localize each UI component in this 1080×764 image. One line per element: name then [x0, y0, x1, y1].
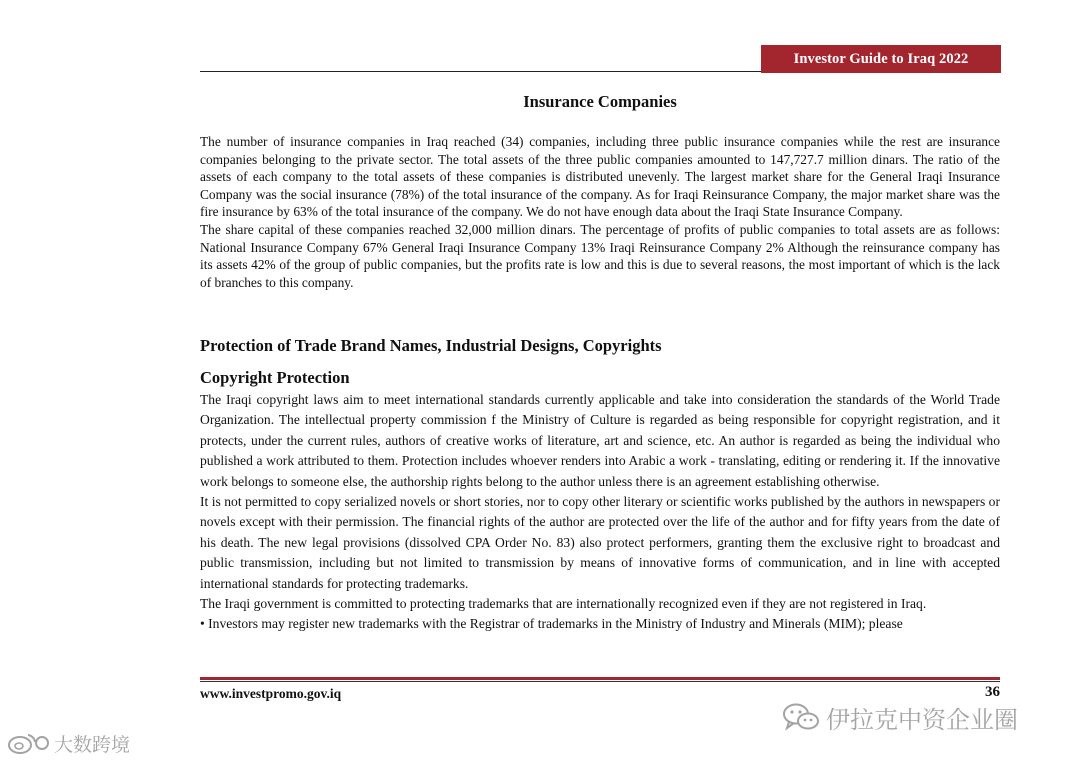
footer-rule-accent: [200, 677, 1000, 680]
copyright-paragraph-2: It is not permitted to copy serialized novels or short stories, nor to copy other literary or scientific works published by the authors in newspapers or novels except with their permission. The financial rights of the author are protected over the life of the author and for fifty years from the date of his death. The new legal provisions (dissolved CPA Order No. 83) also protect performers, granting them the exclusive right to broadcast and public transmission, including but not limited to transmission by means of innovative forms of communication, and in line with accepted international standards for protecting trademarks.: [200, 494, 1000, 591]
watermark-weibo: [6, 728, 130, 758]
page-number: 36: [985, 684, 1000, 700]
watermark-wechat-text: 伊拉克中资企业圈: [826, 705, 1018, 734]
copyright-paragraph-4: • Investors may register new trademarks with the Registrar of trademarks in the Ministry of Industry and Minerals (MIM); please: [200, 616, 903, 632]
watermark-wechat: [782, 698, 1018, 736]
watermark-weibo-text: 大数跨境: [54, 733, 131, 756]
weibo-icon: [6, 730, 50, 756]
copyright-heading: Copyright Protection: [200, 368, 350, 387]
insurance-paragraph-1: The number of insurance companies in Iraq reached (34) companies, including three public insurance companies while the rest are insurance companies belonging to the private sector. The total assets of the three public companies amounted to 147,727.7 million dinars. The ratio of the assets of each company to the total assets of these companies is distributed unevenly. The largest market share for the General Iraqi Insurance Company was the social insurance (78%) of the total insurance of the company. As for Iraqi Reinsurance Company, the major market share was the fire insurance by 63% of the total insurance of the company. We do not have enough data about the Iraqi State Insurance Company.: [200, 134, 1000, 220]
copyright-text: [200, 390, 1000, 635]
footer-rule: [200, 681, 1000, 682]
section-heading: Protection of Trade Brand Names, Industrial Designs, Copyrights: [200, 336, 662, 355]
wechat-icon: [782, 701, 820, 733]
footer-url: www.investpromo.gov.iq: [200, 686, 342, 701]
header-banner: Investor Guide to Iraq 2022: [761, 45, 1001, 73]
insurance-paragraph-2: The share capital of these companies reached 32,000 million dinars. The percentage of profits of public companies to total assets are as follows: National Insurance Company 67% General Iraqi Insurance Company 13% Iraqi Reinsurance Company 2% Although the reinsurance company has its assets 42% of the group of public companies, but the profits rate is low and this is due to several reasons, the most important of which is the lack of branches to this company.: [200, 221, 1000, 290]
insurance-text: [200, 133, 1000, 291]
copyright-paragraph-1: The Iraqi copyright laws aim to meet international standards currently applicable and take into consideration the standards of the World Trade Organization. The intellectual property commission f the Ministry of Culture is regarded as being responsible for copyright registration, and it protects, under the current rules, authors of creative works of literature, art and science, etc. An author is regarded as being the individual who published a work attributed to them. Protection includes whoever renders into Arabic a work - translating, editing or rendering it. If the innovative work belongs to someone else, the authorship rights belong to the author unless there is an agreement establishing otherwise.: [200, 392, 1000, 489]
copyright-paragraph-3: The Iraqi government is committed to protecting trademarks that are internationally recognized even if they are not registered in Iraq.: [200, 596, 927, 612]
page-title: Insurance Companies: [523, 92, 677, 111]
